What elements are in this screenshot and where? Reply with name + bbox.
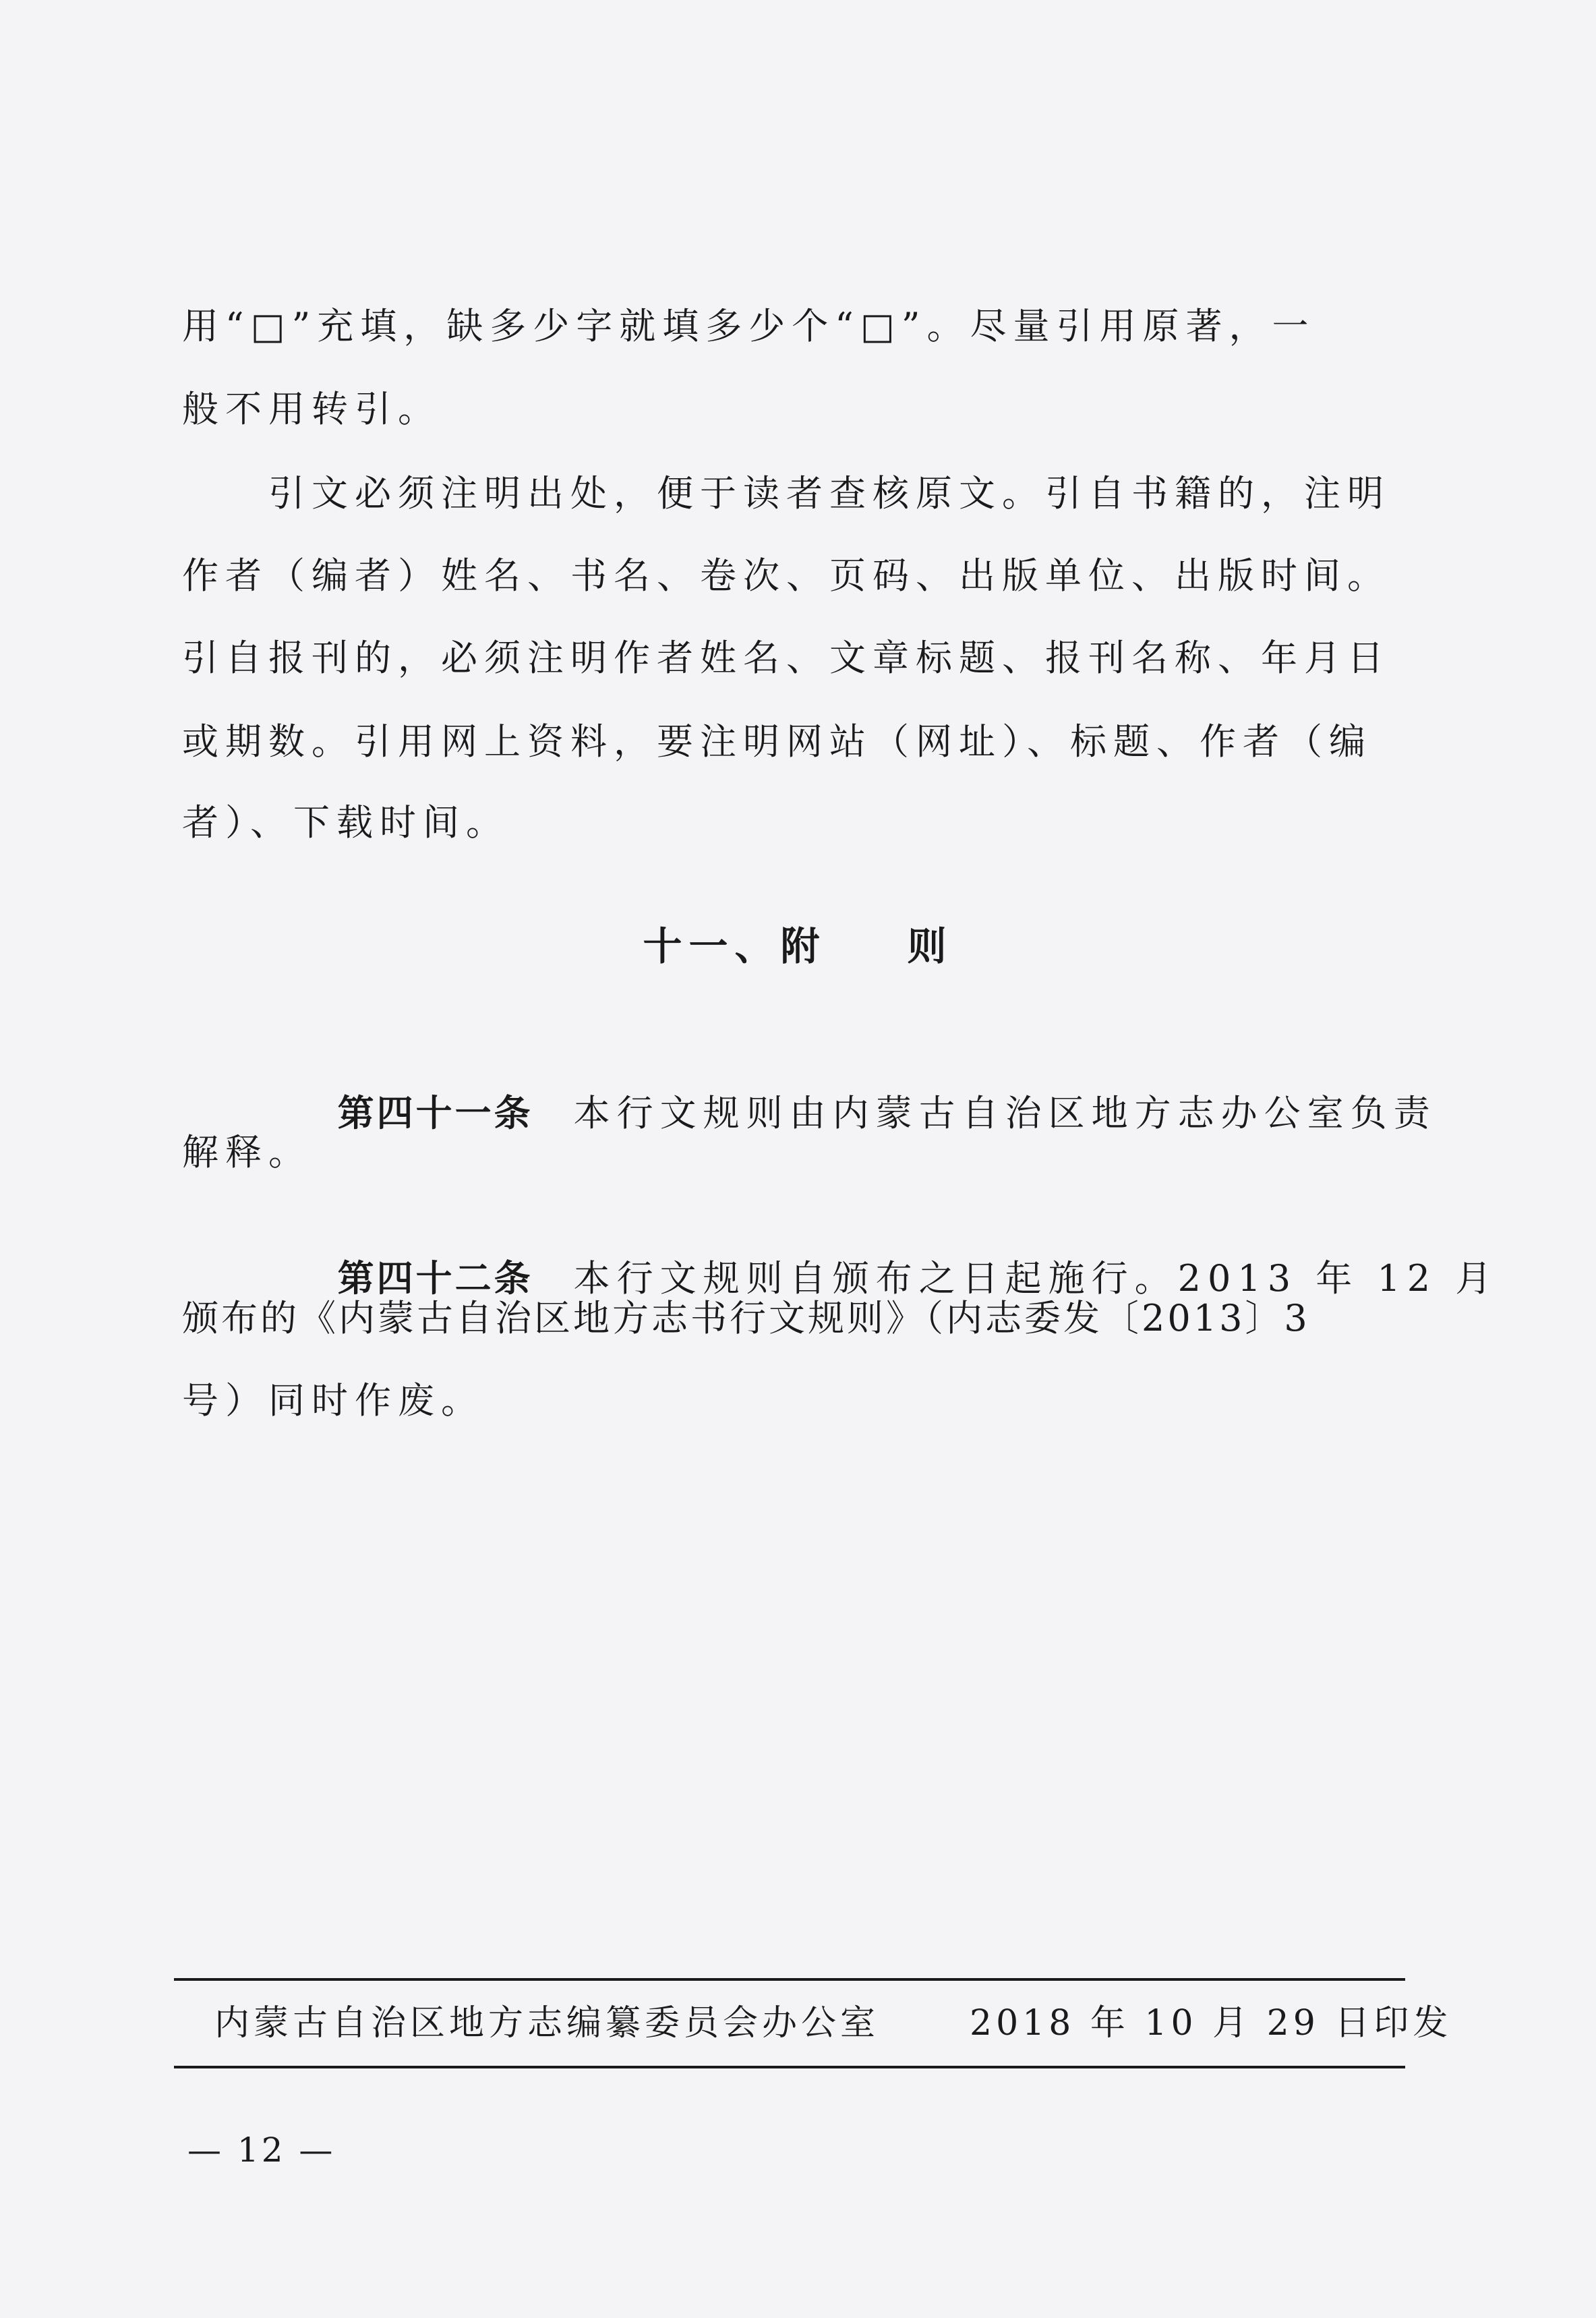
article-41-line-2: 解释。	[182, 1131, 312, 1174]
page-number: — 12 —	[187, 2131, 336, 2170]
section-heading-part2: 则	[907, 923, 953, 969]
article-42-text: 本行文规则自颁布之日起施行。2013 年 12 月	[573, 1257, 1499, 1300]
footer-issuer: 内蒙古自治区地方志编纂委员会办公室	[214, 2003, 880, 2044]
article-41-text: 本行文规则由内蒙古自治区地方志办公室负责	[573, 1092, 1437, 1134]
article-42-line-2: 颁布的《内蒙古自治区地方志书行文规则》（内志委发〔2013〕3	[182, 1297, 1310, 1339]
article-41-number: 第四十一条	[337, 1092, 533, 1134]
body-line-2: 般不用转引。	[182, 388, 441, 430]
footer-bottom-rule	[174, 2066, 1405, 2068]
body-line-5: 引自报刊的，必须注明作者姓名、文章标题、报刊名称、年月日	[182, 637, 1390, 679]
article-42-line-3: 号）同时作废。	[182, 1379, 484, 1422]
body-line-4: 作者（编者）姓名、书名、卷次、页码、出版单位、出版时间。	[182, 554, 1390, 597]
article-42-number: 第四十二条	[337, 1257, 533, 1300]
body-line-7: 者）、下载时间。	[182, 801, 509, 844]
section-heading	[0, 923, 1596, 970]
article-41-line-1	[264, 1049, 1437, 1178]
section-heading-part1: 十一、附	[643, 923, 827, 969]
body-line-3: 引文必须注明出处，便于读者查核原文。引自书籍的，注明	[182, 472, 1390, 515]
body-line-1: 用“□”充填，缺多少字就填多少个“□”。尽量引用原著，一	[182, 305, 1316, 347]
body-line-6: 或期数。引用网上资料，要注明网站（网址）、标题、作者（编	[182, 720, 1372, 763]
footer-top-rule	[174, 1978, 1405, 1981]
footer-date: 2018 年 10 月 29 日印发	[970, 2003, 1452, 2044]
